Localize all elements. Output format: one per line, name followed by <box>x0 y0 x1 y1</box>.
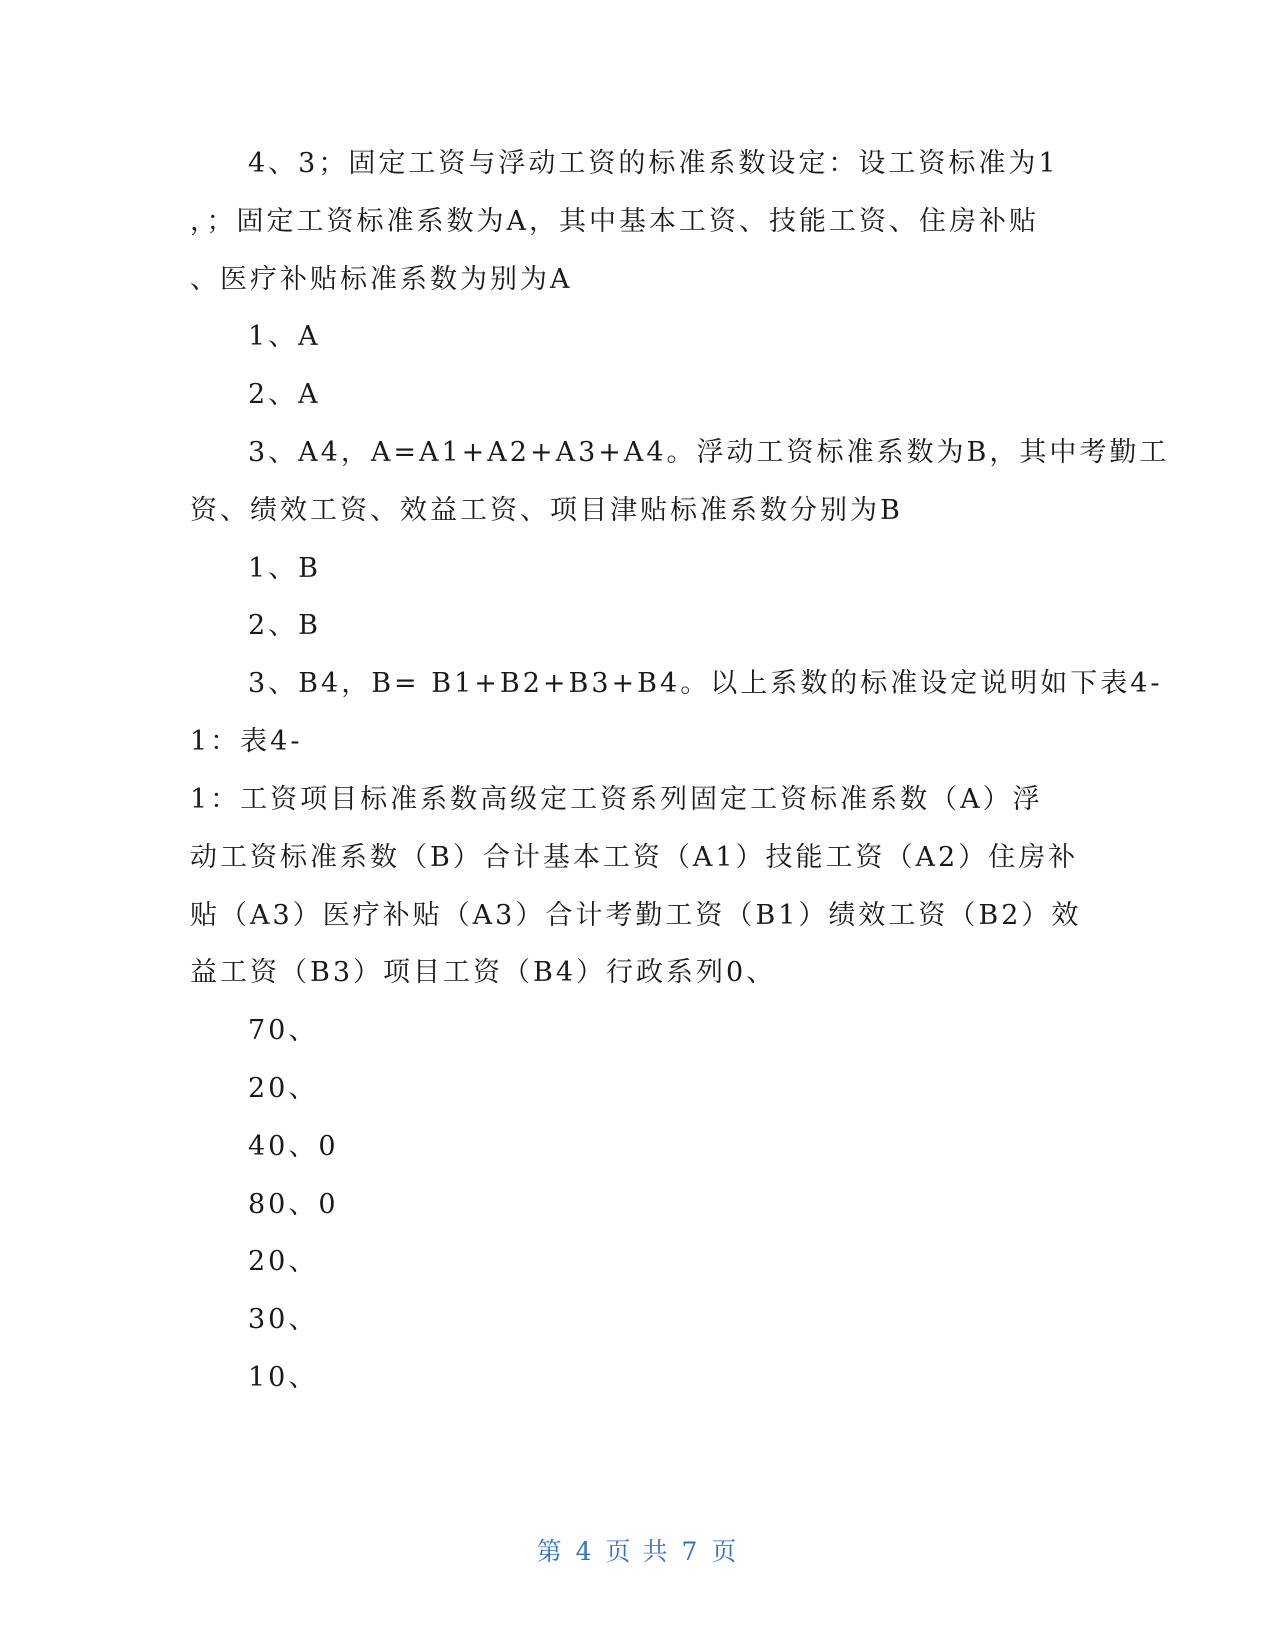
paragraph-line: 1、A <box>248 321 321 352</box>
page-footer <box>0 1536 1275 1568</box>
footer-middle: 页 共 <box>605 1537 670 1566</box>
paragraph-line: 3、B4，B= B1+B2+B3+B4。以上系数的标准设定说明如下表4- <box>248 668 1163 699</box>
paragraph-line: 动工资标准系数（B）合计基本工资（A1）技能工资（A2）住房补 <box>190 842 1079 873</box>
paragraph-line: 80、0 <box>248 1189 339 1220</box>
paragraph-line: 贴（A3）医疗补贴（A3）合计考勤工资（B1）绩效工资（B2）效 <box>190 900 1082 931</box>
paragraph-line: 2、A <box>248 379 321 410</box>
paragraph-line: 2、B <box>248 610 322 641</box>
paragraph-line: 20、 <box>248 1073 319 1104</box>
footer-prefix: 第 <box>536 1537 564 1566</box>
paragraph-line: 、医疗补贴标准系数为别为A <box>190 264 573 295</box>
paragraph-line: 10、 <box>248 1362 319 1393</box>
paragraph-line: 1：表4- <box>190 726 303 757</box>
paragraph-line: 40、0 <box>248 1131 339 1162</box>
paragraph-line: 1、B <box>248 553 322 584</box>
paragraph-line: ，；固定工资标准系数为A，其中基本工资、技能工资、住房补贴 <box>190 206 1039 237</box>
footer-suffix: 页 <box>711 1537 739 1566</box>
footer-total-pages: 7 <box>681 1537 700 1566</box>
paragraph-line: 20、 <box>248 1246 319 1277</box>
paragraph-line: 70、 <box>248 1015 319 1046</box>
paragraph-line: 4、3；固定工资与浮动工资的标准系数设定：设工资标准为1 <box>248 148 1059 179</box>
paragraph-line: 益工资（B3）项目工资（B4）行政系列0、 <box>190 957 777 988</box>
paragraph-line: 1：工资项目标准系数高级定工资系列固定工资标准系数（A）浮 <box>190 784 1043 815</box>
footer-page-number: 4 <box>575 1537 594 1566</box>
paragraph-line: 30、 <box>248 1304 319 1335</box>
paragraph-line: 资、绩效工资、效益工资、项目津贴标准系数分别为B <box>190 495 903 526</box>
paragraph-line: 3、A4，A=A1+A2+A3+A4。浮动工资标准系数为B，其中考勤工 <box>248 437 1170 468</box>
